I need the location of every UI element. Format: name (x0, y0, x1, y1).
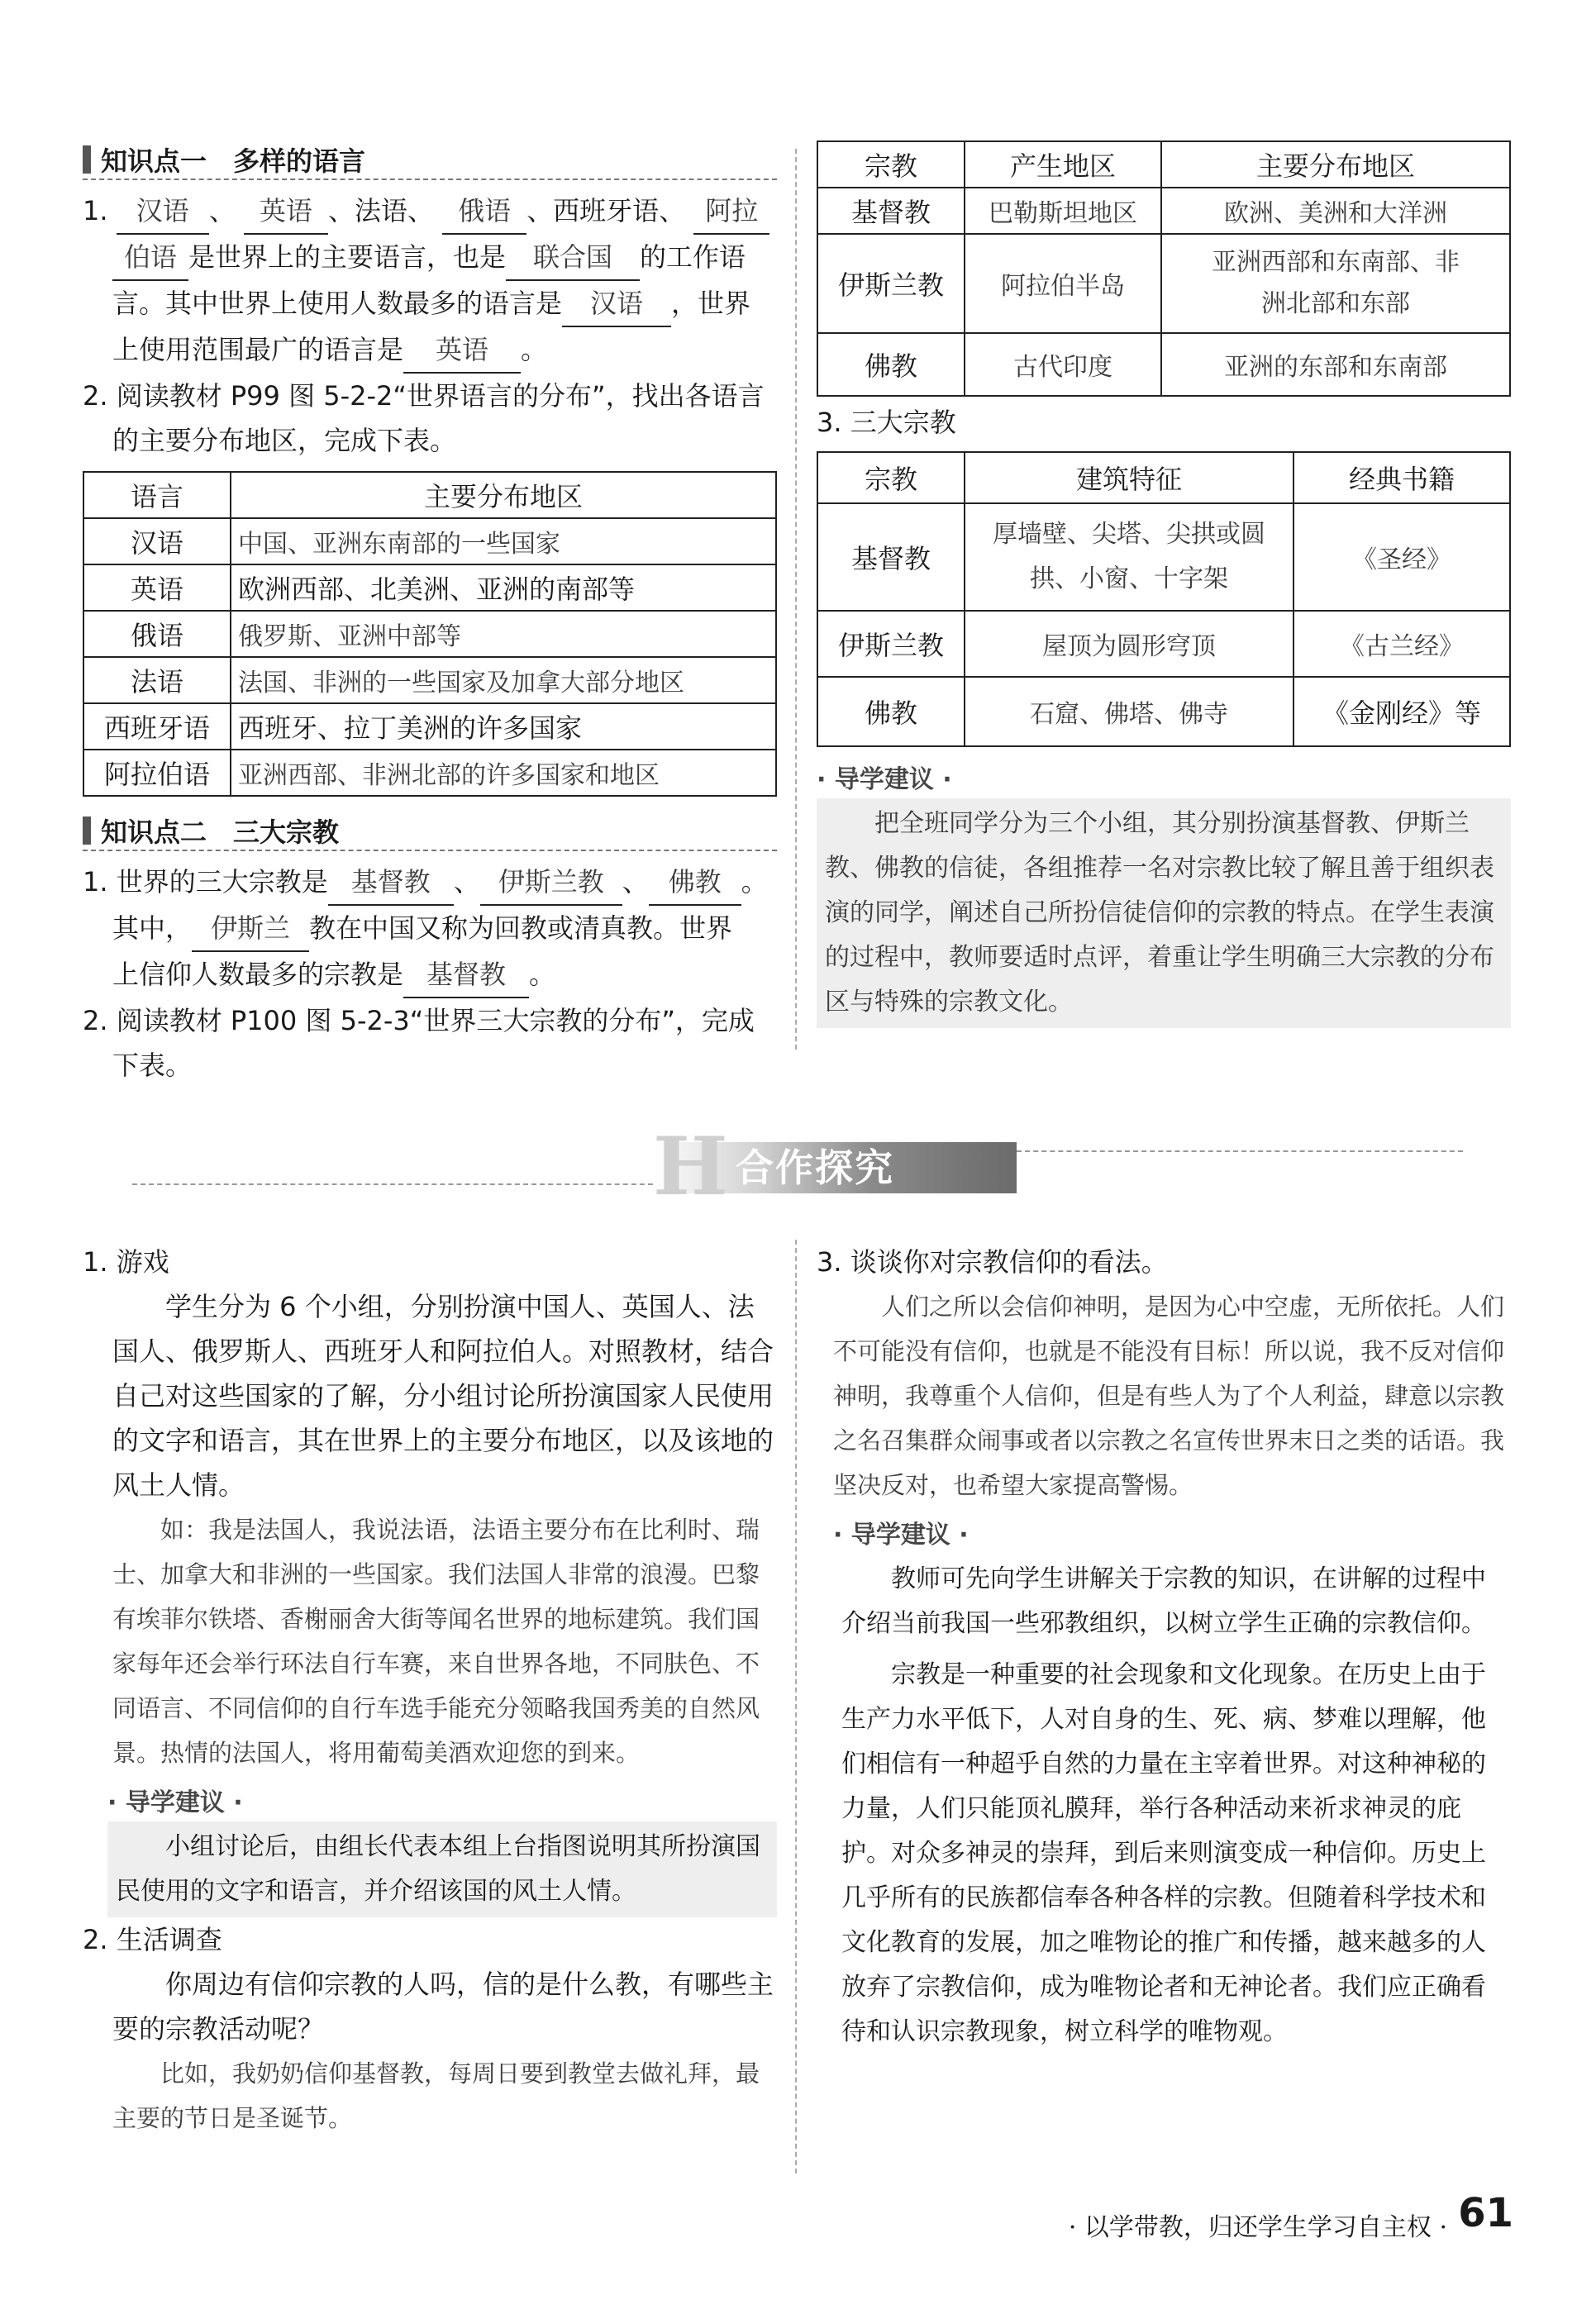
religion-origin-table (817, 140, 1511, 397)
language-cell: 汉语 (83, 518, 231, 564)
area-cell: 法国、非洲的一些国家及加拿大部分地区 (231, 657, 776, 703)
religion-cell: 佛教 (817, 677, 965, 746)
tip-body: 把全班同学分为三个小组，其分别扮演基督教、伊斯兰教、佛教的信徒，各组推荐一名对宗教比较了解且善于组织表演的同学，阐述自己所扮信徒信仰的宗教的特点。在学生表演的过程中，教师要适时点评，着重让学生明确三大宗教的分布区与特殊的宗教文化。 (817, 798, 1511, 1028)
table-row (817, 333, 1510, 396)
section-title-k1: 知识点一 多样的语言 (83, 140, 777, 180)
banner-title: 合作探究 (736, 1145, 894, 1190)
architecture-cell: 石窟、佛塔、佛寺 (965, 677, 1293, 746)
table-header: 经典书籍 (1293, 452, 1510, 503)
religion-cell: 伊斯兰教 (817, 234, 965, 333)
table-row (817, 611, 1510, 677)
table-header: 产生地区 (965, 141, 1161, 188)
tip-label: · 导学建议 · (107, 1788, 243, 1817)
blank: 伊斯兰 (192, 906, 309, 952)
religion-cell: 伊斯兰教 (817, 611, 965, 677)
k2-q1-line2: 其中， 伊斯兰 教在中国又称为回教或清真教。世界 (83, 906, 777, 952)
origin-cell: 阿拉伯半岛 (965, 234, 1161, 333)
language-cell: 英语 (83, 564, 231, 611)
blank: 俄语 (442, 188, 526, 235)
blank: 基督教 (328, 859, 454, 906)
tip-body: 小组讨论后，由组长代表本组上台指图说明其所扮演国民使用的文字和语言，并介绍该国的风土人情。 (107, 1821, 777, 1917)
language-table-header-area: 主要分布地区 (231, 472, 776, 518)
area-cell: 中国、亚洲东南部的一些国家 (231, 518, 776, 564)
column-divider (795, 1240, 797, 2174)
section-title-k2: 知识点二 三大宗教 (83, 812, 777, 851)
k1-q1-line1: 1. 汉语 、 英语 、法语、 俄语 、西班牙语、 阿拉 (83, 188, 777, 235)
table-row (83, 564, 776, 611)
area-cell: 西班牙、拉丁美洲的许多国家 (231, 703, 776, 750)
k2-q2-line2: 下表。 (112, 1050, 193, 1081)
k2-q1-line1: 1. 世界的三大宗教是 基督教 、 伊斯兰教 、 佛教 。 (83, 859, 777, 906)
blank: 英语 (244, 188, 328, 235)
banner-line-left (132, 1183, 661, 1185)
k1-q1-line3: 言。其中世界上使用人数最多的语言是 汉语 ，世界 (83, 281, 777, 327)
distribution-cell: 欧洲、美洲和大洋洲 (1161, 188, 1510, 234)
origin-cell: 古代印度 (965, 333, 1161, 396)
page-number: 61 (1458, 2190, 1513, 2236)
blank: 佛教 (649, 859, 741, 906)
table-row (817, 188, 1510, 234)
language-cell: 阿拉伯语 (83, 750, 231, 796)
table-header: 主要分布地区 (1161, 141, 1510, 188)
tip-label: · 导学建议 · (817, 765, 952, 794)
table-header: 宗教 (817, 141, 965, 188)
right-column-bottom (817, 1240, 1511, 2058)
area-cell: 欧洲西部、北美洲、亚洲的南部等 (231, 564, 776, 611)
table-row (83, 750, 776, 796)
table-row (817, 677, 1510, 746)
column-divider (795, 149, 797, 1050)
left-column-bottom (83, 1240, 777, 2140)
distribution-cell: 亚洲西部和东南部、非洲北部和东部 (1161, 234, 1510, 333)
origin-cell: 巴勒斯坦地区 (965, 188, 1161, 234)
religion-cell: 基督教 (817, 188, 965, 234)
language-table (83, 471, 777, 797)
banner-line-right (1017, 1150, 1463, 1152)
area-cell: 俄罗斯、亚洲中部等 (231, 611, 776, 657)
rq3-label: 3. 三大宗教 (817, 407, 956, 438)
g1-answer: 如：我是法国人，我说法语，法语主要分布在比利时、瑞士、加拿大和非洲的一些国家。我们法国人非常的浪漫。巴黎有埃菲尔铁塔、香榭丽舍大街等闻名世界的地标建筑。我们国家每年还会举行环法自行车赛，来自世界各地，不同肤色、不同语言、不同信仰的自行车选手能充分领略我国秀美的自然风景。热情的法国人，将用葡萄美酒欢迎您的到来。 (112, 1516, 760, 1767)
g2-title: 2. 生活调查 (83, 1924, 222, 1955)
banner-letter: H (653, 1120, 728, 1213)
blank: 汉语 (562, 281, 671, 327)
language-cell: 法语 (83, 657, 231, 703)
language-cell: 俄语 (83, 611, 231, 657)
book-cell: 《古兰经》 (1293, 611, 1510, 677)
blank: 英语 (403, 327, 521, 374)
architecture-cell: 屋顶为圆形穹顶 (965, 611, 1293, 677)
blank: 汉语 (117, 188, 209, 235)
book-cell: 《金刚经》等 (1293, 677, 1510, 746)
table-row (83, 518, 776, 564)
table-header: 建筑特征 (965, 452, 1293, 503)
religion-cell: 基督教 (817, 503, 965, 611)
table-header: 宗教 (817, 452, 965, 503)
k2-q2-line1: 2. 阅读教材 P100 图 5-2-3“世界三大宗教的分布”，完成 (83, 1005, 755, 1036)
tip-body: 教师可先向学生讲解关于宗教的知识，在讲解的过程中介绍当前我国一些邪教组织，以树立学生正确的宗教信仰。 (841, 1564, 1486, 1638)
area-cell: 亚洲西部、非洲北部的许多国家和地区 (231, 750, 776, 796)
tip-label: · 导学建议 · (833, 1521, 969, 1550)
k1-q2-line2: 的主要分布地区，完成下表。 (112, 425, 457, 456)
right-column-top (817, 140, 1511, 1028)
table-row (83, 703, 776, 750)
g3-answer: 人们之所以会信仰神明，是因为心中空虚，无所依托。人们不可能没有信仰，也就是不能没有目标！所以说，我不反对信仰神明，我尊重个人信仰，但是有些人为了个人利益，肆意以宗教之名召集群众闹事或者以宗教之名宣传世界末日之类的话语。我坚决反对，也希望大家提高警惕。 (833, 1293, 1505, 1499)
book-cell: 《圣经》 (1293, 503, 1510, 611)
blank: 联合国 (506, 235, 640, 281)
left-column-top (83, 140, 777, 1088)
table-row (83, 657, 776, 703)
g1-title: 1. 游戏 (83, 1246, 169, 1278)
section-marker-icon (83, 145, 91, 174)
blank: 伊斯兰教 (480, 859, 622, 906)
tip-body: 宗教是一种重要的社会现象和文化现象。在历史上由于生产力水平低下，人对自身的生、死、病、梦难以理解，他们相信有一种超乎自然的力量在主宰着世界。对这种神秘的力量，人们只能顶礼膜拜，举行各种活动来祈求神灵的庇护。对众多神灵的崇拜，到后来则演变成一种信仰。历史上几乎所有的民族都信奉各种各样的宗教。但随着科学技术和文化教育的发展，加之唯物论的推广和传播，越来越多的人放弃了宗教信仰，成为唯物论者和无神论者。我们应正确看待和认识宗教现象，树立科学的唯物观。 (841, 1660, 1486, 2046)
architecture-cell: 厚墙壁、尖塔、尖拱或圆拱、小窗、十字架 (965, 503, 1293, 611)
distribution-cell: 亚洲的东部和东南部 (1161, 333, 1510, 396)
blank: 伯语 (112, 235, 188, 281)
g2-text: 你周边有信仰宗教的人吗，信的是什么教，有哪些主要的宗教活动呢？ (112, 1969, 774, 2045)
k1-q1-line4: 上使用范围最广的语言是 英语 。 (83, 327, 777, 374)
k1-q2-line1: 2. 阅读教材 P99 图 5-2-2“世界语言的分布”，找出各语言 (83, 380, 765, 412)
table-row (817, 503, 1510, 611)
religion-cell: 佛教 (817, 333, 965, 396)
g3-title: 3. 谈谈你对宗教信仰的看法。 (817, 1246, 1168, 1278)
table-row (83, 611, 776, 657)
g2-answer: 比如，我奶奶信仰基督教，每周日要到教堂去做礼拜，最主要的节日是圣诞节。 (112, 2059, 760, 2132)
section-marker-icon (83, 817, 91, 845)
g1-text: 学生分为 6 个小组，分别扮演中国人、英国人、法国人、俄罗斯人、西班牙人和阿拉伯人。对照教材，结合自己对这些国家的了解，分小组讨论所扮演国家人民使用的文字和语言，其在世界上的主要分布地区，以及该地的风土人情。 (112, 1291, 774, 1501)
blank: 阿拉 (693, 188, 769, 235)
language-cell: 西班牙语 (83, 703, 231, 750)
blank: 基督教 (403, 952, 529, 998)
religion-feature-table (817, 451, 1511, 747)
footer-motto: · 以学带教，归还学生学习自主权 · (1068, 2213, 1447, 2242)
k2-q1-line3: 上信仰人数最多的宗教是 基督教 。 (83, 952, 777, 998)
table-row (817, 234, 1510, 333)
language-table-header-lang: 语言 (83, 472, 231, 518)
k1-q1-line2: 伯语 是世界上的主要语言，也是 联合国 的工作语 (83, 235, 777, 281)
